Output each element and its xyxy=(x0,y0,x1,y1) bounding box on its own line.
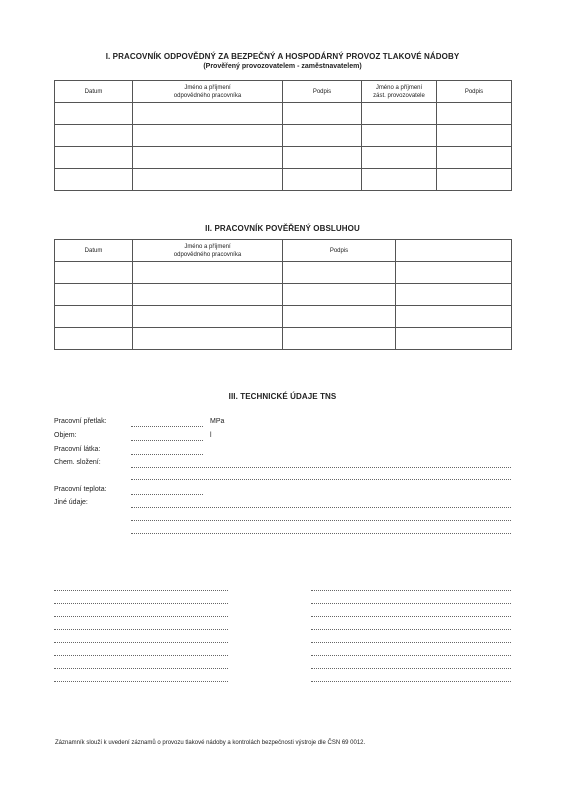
cell[interactable] xyxy=(283,262,396,284)
cell[interactable] xyxy=(55,328,133,350)
header-jmeno-odpovedneho: Jméno a příjmení odpovědného pracovníka xyxy=(133,81,283,103)
cell[interactable] xyxy=(55,103,133,125)
section2-table xyxy=(54,239,512,350)
latka-field[interactable] xyxy=(131,454,203,455)
section3-title: III. TECHNICKÉ ÚDAJE TNS xyxy=(228,392,337,401)
section1-title: I. PRACOVNÍK ODPOVĚDNÝ ZA BEZPEČNÝ A HOSPODÁRNÝ PROVOZ TLAKOVÉ NÁDOBY xyxy=(105,52,460,61)
cell[interactable] xyxy=(133,147,283,169)
cell[interactable] xyxy=(283,103,362,125)
pretlak-field[interactable] xyxy=(131,426,203,427)
header-datum: Datum xyxy=(55,81,133,103)
cell[interactable] xyxy=(133,328,283,350)
cell[interactable] xyxy=(362,103,437,125)
cell[interactable] xyxy=(283,147,362,169)
header-jmeno-odpovedneho: Jméno a příjmení odpovědného pracovníka xyxy=(133,240,283,262)
table-row xyxy=(55,103,512,125)
left-line[interactable] xyxy=(54,642,228,643)
slozeni-field-2[interactable] xyxy=(131,479,511,480)
cell[interactable] xyxy=(396,328,512,350)
slozeni-field-1[interactable] xyxy=(131,467,511,468)
objem-label: Objem: xyxy=(54,432,77,439)
cell[interactable] xyxy=(55,125,133,147)
footer-note: Záznamník slouží k uvedení záznamů o provozu tlakové nádoby a kontrolách bezpečnosti výstroje dle ČSN 69 0012. xyxy=(55,740,366,746)
right-line[interactable] xyxy=(311,603,511,604)
cell[interactable] xyxy=(362,169,437,191)
table-row xyxy=(55,284,512,306)
section1-table xyxy=(54,80,512,191)
table-row xyxy=(55,147,512,169)
cell[interactable] xyxy=(283,284,396,306)
table-row xyxy=(55,125,512,147)
pretlak-label: Pracovní přetlak: xyxy=(54,418,107,425)
cell[interactable] xyxy=(55,306,133,328)
left-line[interactable] xyxy=(54,668,228,669)
cell[interactable] xyxy=(437,125,512,147)
teplota-field[interactable] xyxy=(131,494,203,495)
jine-field-3[interactable] xyxy=(131,533,511,534)
table-row xyxy=(55,169,512,191)
jine-label: Jiné údaje: xyxy=(54,499,88,506)
section1-subtitle: (Prověřený provozovatelem - zaměstnavatelem) xyxy=(203,63,362,70)
right-line[interactable] xyxy=(311,642,511,643)
pretlak-unit: MPa xyxy=(210,418,225,425)
header-jmeno-zastupce: Jméno a příjmení zást. provozovatele xyxy=(362,81,437,103)
cell[interactable] xyxy=(133,262,283,284)
cell[interactable] xyxy=(283,169,362,191)
right-line[interactable] xyxy=(311,590,511,591)
cell[interactable] xyxy=(362,125,437,147)
cell[interactable] xyxy=(396,262,512,284)
cell[interactable] xyxy=(283,306,396,328)
table-row xyxy=(55,262,512,284)
cell[interactable] xyxy=(437,169,512,191)
left-line[interactable] xyxy=(54,616,228,617)
left-line[interactable] xyxy=(54,681,228,682)
cell[interactable] xyxy=(55,284,133,306)
section2-title: II. PRACOVNÍK POVĚŘENÝ OBSLUHOU xyxy=(205,224,360,233)
left-line[interactable] xyxy=(54,603,228,604)
table-row xyxy=(55,328,512,350)
objem-field[interactable] xyxy=(131,440,203,441)
header-datum: Datum xyxy=(55,240,133,262)
cell[interactable] xyxy=(283,328,396,350)
cell[interactable] xyxy=(133,169,283,191)
right-line[interactable] xyxy=(311,629,511,630)
cell[interactable] xyxy=(362,147,437,169)
right-line[interactable] xyxy=(311,681,511,682)
jine-field-2[interactable] xyxy=(131,520,511,521)
cell[interactable] xyxy=(283,125,362,147)
objem-unit: l xyxy=(210,432,212,439)
header-podpis-2: Podpis xyxy=(437,81,512,103)
table-row xyxy=(55,306,512,328)
slozeni-label: Chem. složení: xyxy=(54,459,101,466)
cell[interactable] xyxy=(437,147,512,169)
cell[interactable] xyxy=(55,262,133,284)
left-line[interactable] xyxy=(54,590,228,591)
cell[interactable] xyxy=(55,147,133,169)
cell[interactable] xyxy=(133,284,283,306)
right-line[interactable] xyxy=(311,616,511,617)
cell[interactable] xyxy=(133,125,283,147)
header-podpis: Podpis xyxy=(283,81,362,103)
cell[interactable] xyxy=(133,306,283,328)
cell[interactable] xyxy=(396,284,512,306)
latka-label: Pracovní látka: xyxy=(54,446,101,453)
left-line[interactable] xyxy=(54,655,228,656)
header-empty xyxy=(396,240,512,262)
right-line[interactable] xyxy=(311,668,511,669)
left-line[interactable] xyxy=(54,629,228,630)
header-podpis: Podpis xyxy=(283,240,396,262)
cell[interactable] xyxy=(55,169,133,191)
right-line[interactable] xyxy=(311,655,511,656)
cell[interactable] xyxy=(133,103,283,125)
teplota-label: Pracovní teplota: xyxy=(54,486,107,493)
cell[interactable] xyxy=(437,103,512,125)
cell[interactable] xyxy=(396,306,512,328)
jine-field-1[interactable] xyxy=(131,507,511,508)
